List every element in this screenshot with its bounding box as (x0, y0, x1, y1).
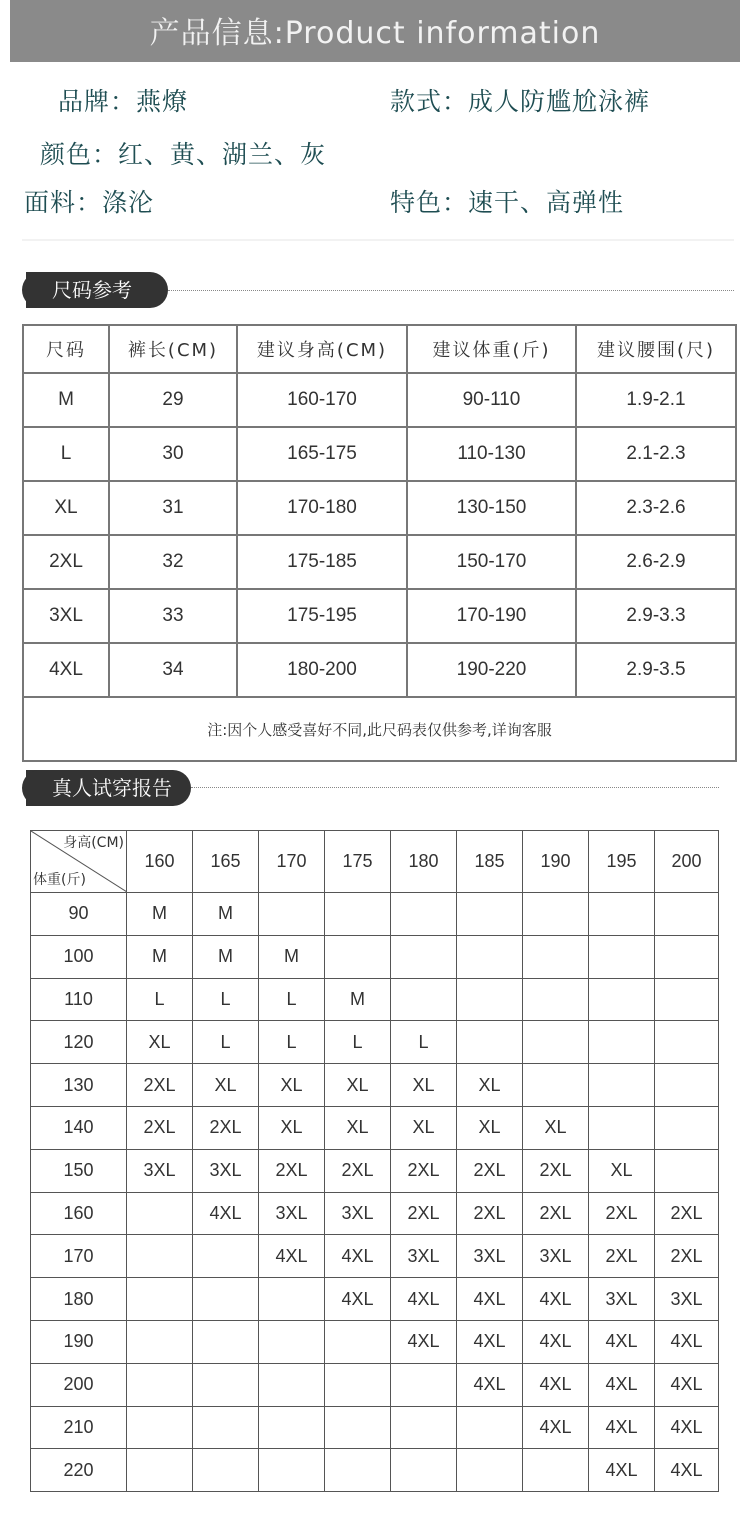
divider (22, 239, 734, 241)
page-title: 产品信息:Product information (149, 16, 601, 51)
fit-size-cell (391, 893, 457, 936)
fit-size-cell (391, 1406, 457, 1449)
dotted-divider (191, 787, 719, 788)
fit-size-cell: 4XL (655, 1406, 719, 1449)
fit-size-cell (325, 1363, 391, 1406)
fit-size-cell: 2XL (391, 1149, 457, 1192)
fit-report-label: 真人试穿报告 (52, 776, 172, 800)
weight-cell: 160 (31, 1192, 127, 1235)
fit-size-cell (259, 1406, 325, 1449)
fit-size-cell (193, 1320, 259, 1363)
fit-size-cell: 2XL (325, 1149, 391, 1192)
fit-size-cell: 3XL (457, 1235, 523, 1278)
fit-size-cell: 4XL (259, 1235, 325, 1278)
size-chart-cell: 4XL (23, 643, 109, 697)
fit-size-cell: XL (523, 1106, 589, 1149)
fit-size-cell (457, 935, 523, 978)
fit-size-cell: 4XL (655, 1320, 719, 1363)
size-chart-cell: 180-200 (237, 643, 407, 697)
fit-size-cell (193, 1406, 259, 1449)
fit-size-cell (589, 893, 655, 936)
table-row (31, 1449, 719, 1492)
fit-size-cell (325, 1406, 391, 1449)
fit-size-cell: 4XL (655, 1363, 719, 1406)
fit-size-cell: 3XL (589, 1278, 655, 1321)
fit-size-cell (655, 935, 719, 978)
size-chart-cell: 190-220 (407, 643, 576, 697)
fit-size-cell (325, 1320, 391, 1363)
size-chart-header-cell: 建议身高(CM) (237, 325, 407, 373)
fit-size-cell (391, 1363, 457, 1406)
size-chart-cell: 160-170 (237, 373, 407, 427)
weight-cell: 190 (31, 1320, 127, 1363)
fit-size-cell: 2XL (457, 1149, 523, 1192)
fit-size-cell (523, 978, 589, 1021)
fit-size-cell: 4XL (589, 1449, 655, 1492)
fit-size-cell: XL (391, 1064, 457, 1107)
fit-size-cell (193, 1363, 259, 1406)
table-row (23, 535, 736, 589)
size-chart-cell: 130-150 (407, 481, 576, 535)
fit-size-cell (655, 893, 719, 936)
fit-size-cell (655, 1106, 719, 1149)
size-chart-note: 注:因个人感受喜好不同,此尺码表仅供参考,详询客服 (23, 697, 736, 761)
fit-size-cell: XL (193, 1064, 259, 1107)
fit-size-cell: L (259, 1021, 325, 1064)
fit-size-cell: 4XL (457, 1278, 523, 1321)
fit-size-cell: 2XL (259, 1149, 325, 1192)
fit-size-cell (259, 893, 325, 936)
fit-size-cell: 3XL (127, 1149, 193, 1192)
fit-size-cell (589, 935, 655, 978)
size-chart-cell: 2XL (23, 535, 109, 589)
fit-size-cell: M (325, 978, 391, 1021)
fit-size-cell: L (259, 978, 325, 1021)
weight-cell: 120 (31, 1021, 127, 1064)
table-row (31, 978, 719, 1021)
size-chart-cell: XL (23, 481, 109, 535)
size-chart-cell: 33 (109, 589, 237, 643)
fit-size-cell: 2XL (655, 1235, 719, 1278)
fit-size-cell: 2XL (523, 1149, 589, 1192)
fit-size-cell (523, 893, 589, 936)
table-row (31, 1149, 719, 1192)
fit-size-cell: 4XL (523, 1406, 589, 1449)
size-chart-cell: 32 (109, 535, 237, 589)
fit-size-cell: L (193, 1021, 259, 1064)
fit-size-cell: 4XL (325, 1278, 391, 1321)
table-row (31, 935, 719, 978)
fit-size-cell: 4XL (457, 1320, 523, 1363)
fit-size-cell: XL (457, 1064, 523, 1107)
fit-size-cell: 2XL (523, 1192, 589, 1235)
fit-size-cell (523, 935, 589, 978)
fit-size-cell: 3XL (325, 1192, 391, 1235)
fit-size-cell: 4XL (589, 1363, 655, 1406)
fabric-text: 面料：涤沦 (24, 188, 155, 217)
fit-size-cell: 2XL (193, 1106, 259, 1149)
fit-size-cell (127, 1449, 193, 1492)
fit-size-cell: 3XL (655, 1278, 719, 1321)
size-chart-cell: M (23, 373, 109, 427)
fit-size-cell: 4XL (523, 1278, 589, 1321)
height-axis-label: 身高(CM) (63, 835, 124, 851)
size-chart-cell: 170-180 (237, 481, 407, 535)
weight-cell: 170 (31, 1235, 127, 1278)
corner-cell (31, 831, 127, 893)
fit-size-cell (127, 1235, 193, 1278)
fit-size-cell (193, 1449, 259, 1492)
fit-size-cell: XL (259, 1106, 325, 1149)
fit-size-cell (259, 1278, 325, 1321)
table-row (31, 1021, 719, 1064)
weight-cell: 100 (31, 935, 127, 978)
table-row (31, 1278, 719, 1321)
fit-size-cell (391, 935, 457, 978)
weight-cell: 140 (31, 1106, 127, 1149)
fit-size-cell (127, 1278, 193, 1321)
size-chart-cell: 90-110 (407, 373, 576, 427)
weight-cell: 130 (31, 1064, 127, 1107)
size-chart-cell: 110-130 (407, 427, 576, 481)
fit-size-cell (523, 1449, 589, 1492)
size-chart-cell: 3XL (23, 589, 109, 643)
table-row (31, 1320, 719, 1363)
fit-size-cell: 2XL (391, 1192, 457, 1235)
dotted-divider (168, 290, 734, 291)
size-reference-badge (26, 272, 168, 308)
fit-size-cell (325, 935, 391, 978)
fit-size-cell (391, 978, 457, 1021)
fit-size-cell (391, 1449, 457, 1492)
height-header-cell: 185 (457, 831, 523, 893)
table-row (23, 427, 736, 481)
fit-size-cell (259, 1363, 325, 1406)
feature-text: 特色：速干、高弹性 (390, 188, 625, 217)
fit-size-cell: 4XL (589, 1406, 655, 1449)
table-row (31, 1064, 719, 1107)
fit-size-cell: 4XL (325, 1235, 391, 1278)
fit-size-cell: 2XL (589, 1192, 655, 1235)
fit-size-cell: 3XL (391, 1235, 457, 1278)
fit-report-header-row (31, 831, 719, 893)
fit-size-cell: L (325, 1021, 391, 1064)
color-text: 颜色：红、黄、湖兰、灰 (40, 140, 327, 169)
table-row (31, 1106, 719, 1149)
fit-size-cell (457, 893, 523, 936)
fit-size-cell (259, 1320, 325, 1363)
table-row (23, 643, 736, 697)
height-header-cell: 200 (655, 831, 719, 893)
fit-size-cell (655, 1021, 719, 1064)
size-chart-cell: 165-175 (237, 427, 407, 481)
fit-size-cell: 3XL (523, 1235, 589, 1278)
fit-size-cell (589, 1064, 655, 1107)
fit-size-cell: XL (589, 1149, 655, 1192)
fit-size-cell: M (193, 893, 259, 936)
fit-report-badge (26, 770, 191, 806)
fit-size-cell: XL (325, 1106, 391, 1149)
fit-size-cell: M (127, 935, 193, 978)
fit-size-cell (457, 1406, 523, 1449)
fit-size-cell: L (193, 978, 259, 1021)
fit-size-cell: 4XL (589, 1320, 655, 1363)
fit-size-cell (259, 1449, 325, 1492)
fit-size-cell: 2XL (127, 1106, 193, 1149)
fit-size-cell: 3XL (259, 1192, 325, 1235)
fit-size-cell: 4XL (391, 1320, 457, 1363)
table-row (31, 1235, 719, 1278)
fit-size-cell: L (391, 1021, 457, 1064)
fit-size-cell (127, 1320, 193, 1363)
fit-size-cell: 2XL (127, 1064, 193, 1107)
height-header-cell: 160 (127, 831, 193, 893)
size-chart-header-cell: 建议腰围(尺) (576, 325, 736, 373)
fit-size-cell (523, 1064, 589, 1107)
fit-size-cell (325, 893, 391, 936)
size-chart-cell: 170-190 (407, 589, 576, 643)
fit-size-cell: 4XL (457, 1363, 523, 1406)
size-chart-cell: 2.9-3.3 (576, 589, 736, 643)
fit-size-cell: 4XL (655, 1449, 719, 1492)
fit-size-cell: 4XL (391, 1278, 457, 1321)
size-chart-cell: 150-170 (407, 535, 576, 589)
size-chart-cell: L (23, 427, 109, 481)
fit-report-table (30, 830, 719, 1492)
table-row (23, 481, 736, 535)
height-header-cell: 180 (391, 831, 457, 893)
table-row (31, 1406, 719, 1449)
fit-size-cell: XL (259, 1064, 325, 1107)
fit-size-cell (127, 1192, 193, 1235)
size-chart-cell: 34 (109, 643, 237, 697)
weight-cell: 180 (31, 1278, 127, 1321)
fit-size-cell: M (193, 935, 259, 978)
fit-size-cell: 4XL (193, 1192, 259, 1235)
fit-size-cell (457, 1449, 523, 1492)
fit-size-cell (655, 1149, 719, 1192)
size-chart-cell: 29 (109, 373, 237, 427)
table-row (31, 893, 719, 936)
fit-size-cell (457, 978, 523, 1021)
size-chart-header-cell: 尺码 (23, 325, 109, 373)
size-chart-header-cell: 建议体重(斤) (407, 325, 576, 373)
fit-size-cell: XL (391, 1106, 457, 1149)
fit-size-cell: 3XL (193, 1149, 259, 1192)
size-chart-cell: 2.6-2.9 (576, 535, 736, 589)
style-text: 款式：成人防尴尬泳裤 (390, 87, 651, 116)
fit-size-cell (655, 1064, 719, 1107)
size-chart-cell: 31 (109, 481, 237, 535)
size-chart-cell: 2.3-2.6 (576, 481, 736, 535)
fit-size-cell (589, 1106, 655, 1149)
height-header-cell: 165 (193, 831, 259, 893)
brand-text: 品牌：燕燎 (58, 87, 189, 116)
table-row (23, 589, 736, 643)
table-row (23, 373, 736, 427)
fit-size-cell (127, 1363, 193, 1406)
fit-size-cell (523, 1021, 589, 1064)
fit-size-cell: XL (325, 1064, 391, 1107)
size-chart-cell: 30 (109, 427, 237, 481)
weight-cell: 200 (31, 1363, 127, 1406)
size-chart-cell: 1.9-2.1 (576, 373, 736, 427)
fit-size-cell: M (127, 893, 193, 936)
fit-size-cell (127, 1406, 193, 1449)
size-chart-header-cell: 裤长(CM) (109, 325, 237, 373)
fit-size-cell (193, 1278, 259, 1321)
weight-cell: 150 (31, 1149, 127, 1192)
size-chart-header-row (23, 325, 736, 373)
size-chart-cell: 175-195 (237, 589, 407, 643)
size-chart-note-row (23, 697, 736, 761)
fit-size-cell: L (127, 978, 193, 1021)
fit-size-cell (457, 1021, 523, 1064)
fit-size-cell (589, 978, 655, 1021)
fit-size-cell: 4XL (523, 1320, 589, 1363)
fit-size-cell: 2XL (655, 1192, 719, 1235)
fit-size-cell (193, 1235, 259, 1278)
fit-size-cell (589, 1021, 655, 1064)
header-banner (10, 0, 740, 62)
height-header-cell: 175 (325, 831, 391, 893)
fit-size-cell: 2XL (457, 1192, 523, 1235)
height-header-cell: 170 (259, 831, 325, 893)
size-reference-label: 尺码参考 (52, 278, 132, 302)
fit-size-cell: XL (127, 1021, 193, 1064)
fit-size-cell: 2XL (589, 1235, 655, 1278)
size-chart-cell: 175-185 (237, 535, 407, 589)
fit-size-cell: XL (457, 1106, 523, 1149)
fit-size-cell: M (259, 935, 325, 978)
table-row (31, 1192, 719, 1235)
height-header-cell: 195 (589, 831, 655, 893)
fit-size-cell (325, 1449, 391, 1492)
table-row (31, 1363, 719, 1406)
fit-size-cell (655, 978, 719, 1021)
weight-cell: 90 (31, 893, 127, 936)
fit-size-cell: 4XL (523, 1363, 589, 1406)
height-header-cell: 190 (523, 831, 589, 893)
weight-cell: 210 (31, 1406, 127, 1449)
size-chart-table (22, 324, 737, 762)
weight-cell: 110 (31, 978, 127, 1021)
size-chart-cell: 2.9-3.5 (576, 643, 736, 697)
size-chart-cell: 2.1-2.3 (576, 427, 736, 481)
weight-axis-label: 体重(斤) (33, 872, 86, 888)
weight-cell: 220 (31, 1449, 127, 1492)
